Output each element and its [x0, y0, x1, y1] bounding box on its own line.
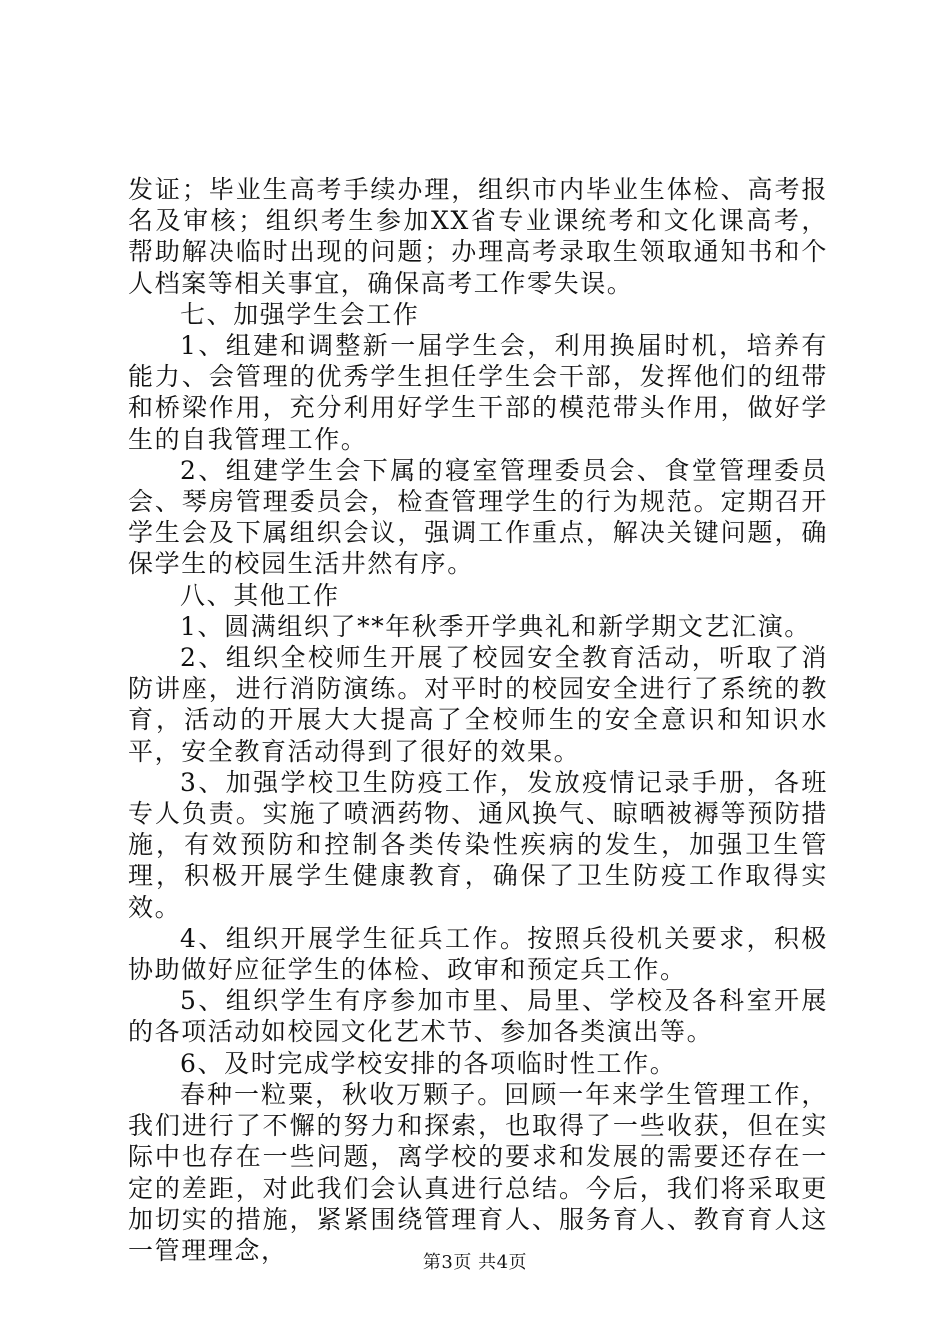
page-footer: 第3页 共4页 — [422, 1252, 528, 1273]
document-body — [128, 174, 828, 1266]
paragraph: 发证；毕业生高考手续办理，组织市内毕业生体检、高考报名及审核；组织考生参加XX省专业课统考和文化课高考，帮助解决临时出现的问题；办理高考录取生领取通知书和个人档案等相关事宜，确保高考工作零失误。 — [128, 175, 828, 298]
paragraph: 七、加强学生会工作 — [180, 299, 420, 329]
paragraph: 2、组织全校师生开展了校园安全教育活动，听取了消防讲座，进行消防演练。对平时的校园安全进行了系统的教育，活动的开展大大提高了全校师生的安全意识和知识水平，安全教育活动得到了很好的效果。 — [128, 643, 828, 766]
paragraph: 春种一粒粟，秋收万颗子。回顾一年来学生管理工作，我们进行了不懈的努力和探索，也取得了一些收获，但在实际中也存在一些问题，离学校的要求和发展的需要还存在一定的差距，对此我们会认真进行总结。今后，我们将采取更加切实的措施，紧紧围绕管理育人、服务育人、教育育人这一管理理念， — [128, 1079, 828, 1265]
paragraph: 1、组建和调整新一届学生会，利用换届时机，培养有能力、会管理的优秀学生担任学生会干部，发挥他们的纽带和桥梁作用，充分利用好学生干部的模范带头作用，做好学生的自我管理工作。 — [128, 331, 828, 454]
paragraph: 3、加强学校卫生防疫工作，发放疫情记录手册，各班专人负责。实施了喷洒药物、通风换气、晾晒被褥等预防措施，有效预防和控制各类传染性疾病的发生，加强卫生管理，积极开展学生健康教育，确保了卫生防疫工作取得实效。 — [128, 767, 828, 922]
paragraph: 2、组建学生会下属的寝室管理委员会、食堂管理委员会、琴房管理委员会，检查管理学生的行为规范。定期召开学生会及下属组织会议，强调工作重点，解决关键问题，确保学生的校园生活井然有序。 — [128, 455, 828, 579]
paragraph: 5、组织学生有序参加市里、局里、学校及各科室开展的各项活动如校园文化艺术节、参加各类演出等。 — [128, 986, 828, 1047]
paragraph: 1、圆满组织了**年秋季开学典礼和新学期文艺汇演。 — [180, 611, 811, 641]
paragraph: 6、及时完成学校安排的各项临时性工作。 — [180, 1048, 677, 1078]
paragraph: 八、其他工作 — [180, 580, 340, 610]
paragraph: 4、组织开展学生征兵工作。按照兵役机关要求，积极协助做好应征学生的体检、政审和预定兵工作。 — [128, 923, 828, 985]
